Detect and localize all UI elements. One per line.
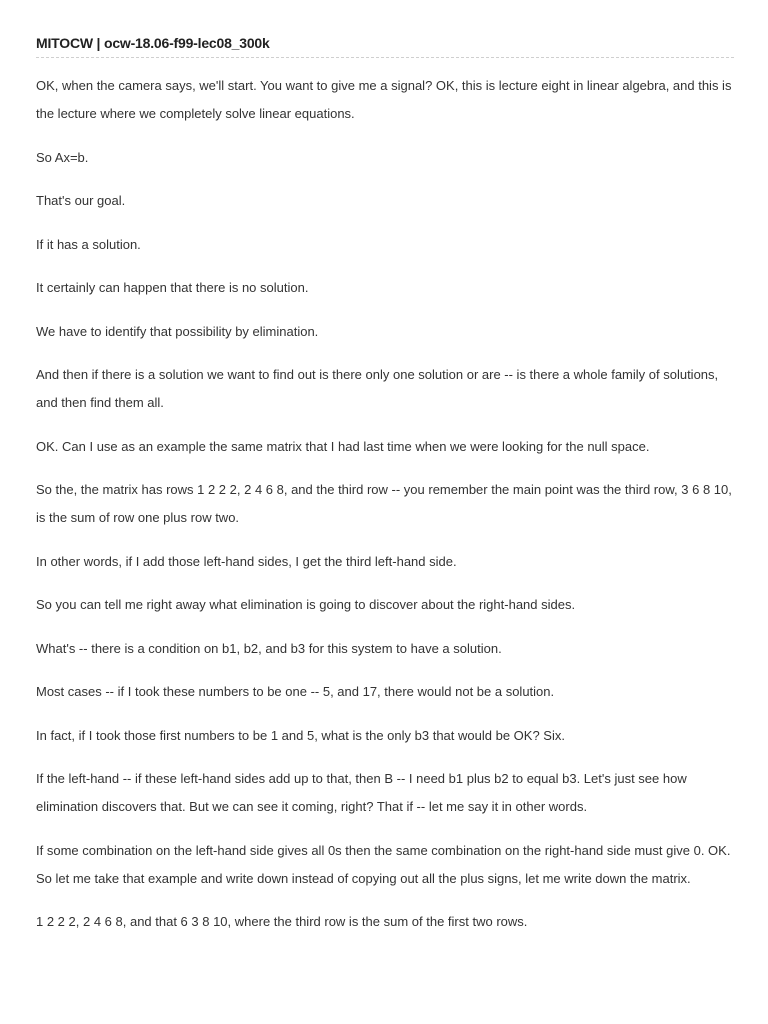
transcript-paragraph: OK. Can I use as an example the same matrix that I had last time when we were looking for the null space. [36,438,650,454]
transcript-paragraph: So you can tell me right away what elimination is going to discover about the right-hand sides. [36,597,576,612]
transcript-paragraph: And then if there is a solution we want to find out is there only one solution or are -- is there a whole family of solutions, and then find them all. [36,367,719,410]
document-header [36,0,734,58]
transcript-paragraph: Most cases -- if I took these numbers to be one -- 5, and 17, there would not be a solution. [36,684,555,699]
transcript-body [36,72,734,936]
transcript-paragraph: So Ax=b. [36,149,89,165]
transcript-paragraph: If the left-hand -- if these left-hand sides add up to that, then B -- I need b1 plus b2 to equal b3. Let's just see how elimination discovers that. But we can see it coming, right? That if -- let me say it in other words. [36,771,687,814]
transcript-paragraph: That's our goal. [36,193,126,208]
transcript-paragraph: In other words, if I add those left-hand sides, I get the third left-hand side. [36,553,457,569]
transcript-paragraph: If it has a solution. [36,236,141,252]
document-title: MITOCW | ocw-18.06-f99-lec08_300k [36,35,270,51]
transcript-paragraph: OK, when the camera says, we'll start. You want to give me a signal? OK, this is lecture eight in linear algebra, and this is the lecture where we completely solve linear equations. [36,78,732,121]
transcript-paragraph: 1 2 2 2, 2 4 6 8, and that 6 3 8 10, where the third row is the sum of the first two rows. [36,914,528,929]
transcript-paragraph: It certainly can happen that there is no solution. [36,280,309,295]
document-page [36,0,734,952]
transcript-paragraph: What's -- there is a condition on b1, b2, and b3 for this system to have a solution. [36,640,502,656]
transcript-paragraph: We have to identify that possibility by elimination. [36,323,319,339]
transcript-paragraph: If some combination on the left-hand side gives all 0s then the same combination on the right-hand side must give 0. OK. So let me take that example and write down instead of copying out all the plus signs, let me write down the matrix. [36,842,731,886]
transcript-paragraph: In fact, if I took those first numbers to be 1 and 5, what is the only b3 that would be OK? Six. [36,727,565,743]
transcript-paragraph: So the, the matrix has rows 1 2 2 2, 2 4 6 8, and the third row -- you remember the main point was the third row, 3 6 8 10, is the sum of row one plus row two. [36,482,732,525]
